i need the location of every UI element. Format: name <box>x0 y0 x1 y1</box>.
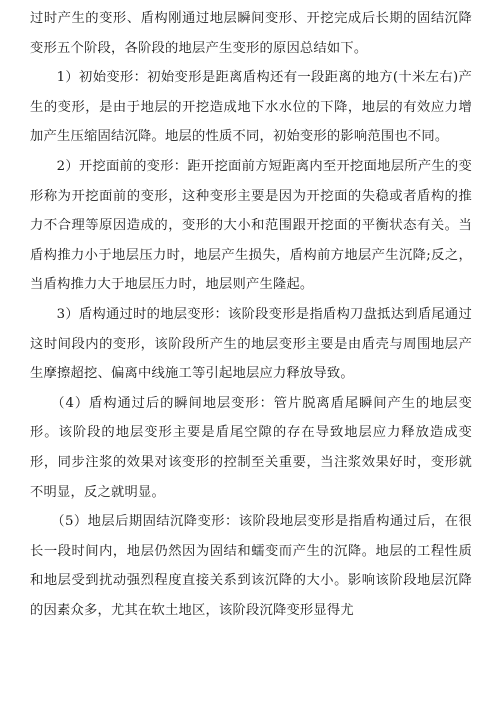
paragraph-initial-deformation: 1）初始变形：初始变形是距离盾构还有一段距离的地方(十米左右)产生的变形，是由于地层的开挖造成地下水水位的下降，地层的有效应力增加产生压缩固结沉降。地层的性质不同，初始变形的影响范围也不同。 <box>30 70 472 145</box>
paragraph-post-passing-deformation: （4）盾构通过后的瞬间地层变形：管片脱离盾尾瞬间产生的地层变形。该阶段的地层变形主要是盾尾空隙的存在导致地层应力释放造成变形，同步注浆的效果对该变形的控制至关重要，当注浆效果好时，变形就不明显，反之就明显。 <box>30 395 472 500</box>
paragraph-face-front-deformation: 2）开挖面前的变形：距开挖面前方短距离内至开挖面地层所产生的变形称为开挖面前的变形，这种变形主要是因为开挖面的失稳或者盾构的推力不合理等原因造成的，变形的大小和范围跟开挖面的平衡状态有关。当盾构推力小于地层压力时，地层产生损失，盾构前方地层产生沉降;反之，当盾构推力大于地层压力时，地层则产生隆起。 <box>30 158 472 293</box>
paragraph-passing-deformation: 3）盾构通过时的地层变形：该阶段变形是指盾构刀盘抵达到盾尾通过这时间段内的变形，该阶段所产生的地层变形主要是由盾壳与周围地层产生摩擦超挖、偏离中线施工等引起地层应力释放导致。 <box>30 306 472 382</box>
paragraph-consolidation-settlement: （5）地层后期固结沉降变形：该阶段地层变形是指盾构通过后，在很长一段时间内，地层仍然因为固结和蠕变而产生的沉降。地层的工程性质和地层受到扰动强烈程度直接关系到该沉降的大小。影响该阶段地层沉降的因素众多，尤其在软土地区，该阶段沉降变形显得尤 <box>30 514 472 618</box>
paragraph-intro: 过时产生的变形、盾构刚通过地层瞬间变形、开挖完成后长期的固结沉降变形五个阶段，各阶段的地层产生变形的原因总结如下。 <box>30 11 472 56</box>
